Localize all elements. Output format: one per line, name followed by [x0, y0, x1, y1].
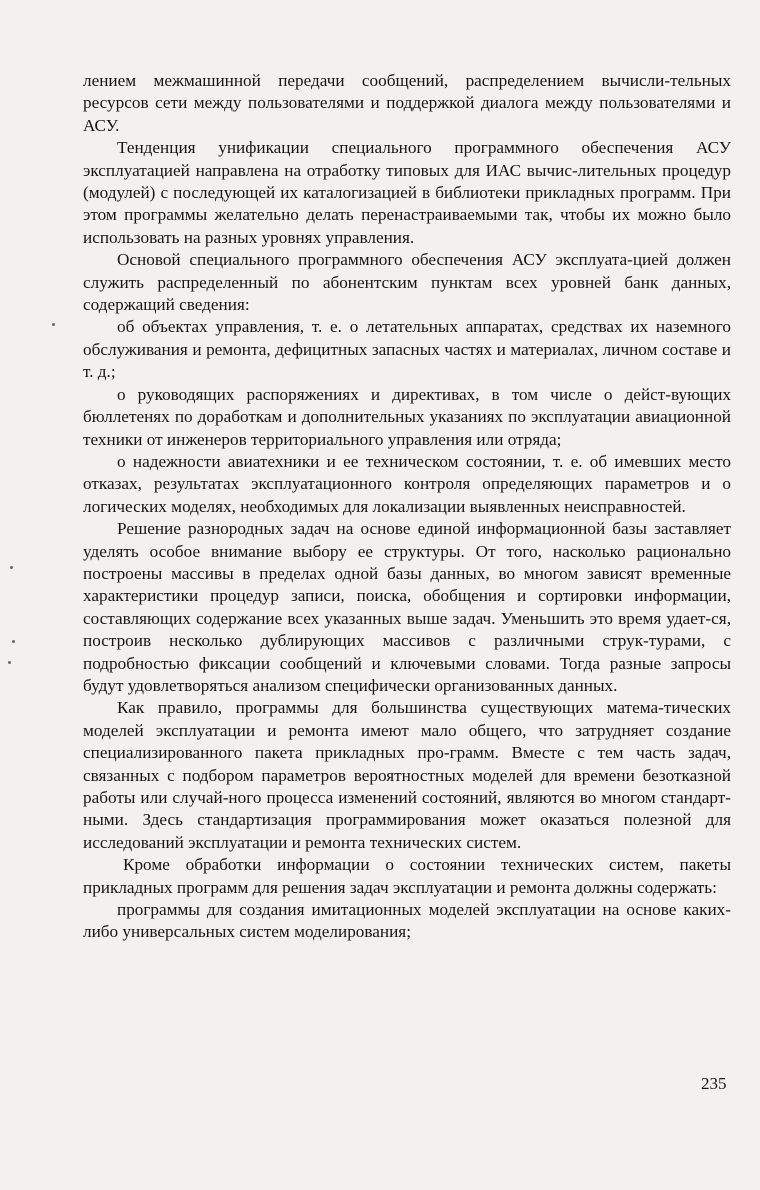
- paragraph-unification: Тенденция унификации специального программного обеспечения АСУ эксплуатацией направлена на отработку типовых для ИАС вычис-лительных процедур (модулей) с последующей их каталогизацией в библиотеки прикладных программ. При этом программы желательно делать перенастраиваемыми так, чтобы их можно было использовать на разных уровнях управления.: [83, 138, 731, 247]
- margin-speck: [12, 640, 15, 643]
- list-item-directives: о руководящих распоряжениях и директивах, в том числе о дейст-вующих бюллетенях по доработкам и дополнительных указаниях по эксплуатации авиационной техники от инженеров территориального управления или отряда;: [83, 384, 731, 449]
- margin-speck: [8, 661, 11, 664]
- paragraph-database-structure: Решение разнородных задач на основе единой информационной базы заставляет уделять особое внимание выбору ее структуры. От того, насколько рационально построены массивы в пределах одной базы данных, во многом зависят временные характеристики процедур записи, поиска, обобщения и сортировки информации, составляющих содержание всех указанных выше задач. Уменьшить это время удает-ся, построив несколько дублирующих массивов с различными струк-турами, с подробностью фиксации сообщений и ключевыми словами. Тогда разные запросы будут удовлетворяться анализом специфически организованных данных.: [83, 519, 731, 695]
- body-text: [83, 70, 731, 944]
- margin-speck: [52, 323, 55, 326]
- list-item-control-objects: об объектах управления, т. е. о летательных аппаратах, средствах их наземного обслуживания и ремонта, дефицитных запасных частях и материалах, личном составе и т. д.;: [83, 317, 731, 382]
- paragraph-continuation: лением межмашинной передачи сообщений, распределением вычисли-тельных ресурсов сети между пользователями и поддержкой диалога между пользователями и АСУ.: [83, 71, 731, 135]
- paragraph-application-packages: Кроме обработки информации о состоянии технических систем, пакеты прикладных программ для решения задач эксплуатации и ремонта должны содержать:: [83, 855, 731, 897]
- page-number: 235: [701, 1074, 727, 1093]
- paragraph-math-models: Как правило, программы для большинства существующих матема-тических моделей эксплуатации и ремонта имеют мало общего, что затрудняет создание специализированного пакета прикладных про-грамм. Вместе с тем часть задач, связанных с подбором параметров вероятностных моделей для времени безотказной работы или случай-ного процесса изменений состояний, являются во многом стандарт-ными. Здесь стандартизация программирования может оказаться полезной для исследований эксплуатации и ремонта технических систем.: [83, 698, 731, 852]
- paragraph-data-bank: Основой специального программного обеспечения АСУ эксплуата-цией должен служить распределенный по абонентским пунктам всех уровней банк данных, содержащий сведения:: [83, 250, 731, 315]
- margin-speck: [10, 566, 13, 569]
- list-item-simulation-programs: программы для создания имитационных моделей эксплуатации на основе каких-либо универсальных систем моделирования;: [83, 900, 731, 942]
- list-item-reliability: о надежности авиатехники и ее техническом состоянии, т. е. об имевших место отказах, результатах эксплуатационного контроля определяющих параметров и о логических моделях, необходимых для локализации выявленных неисправностей.: [83, 451, 731, 516]
